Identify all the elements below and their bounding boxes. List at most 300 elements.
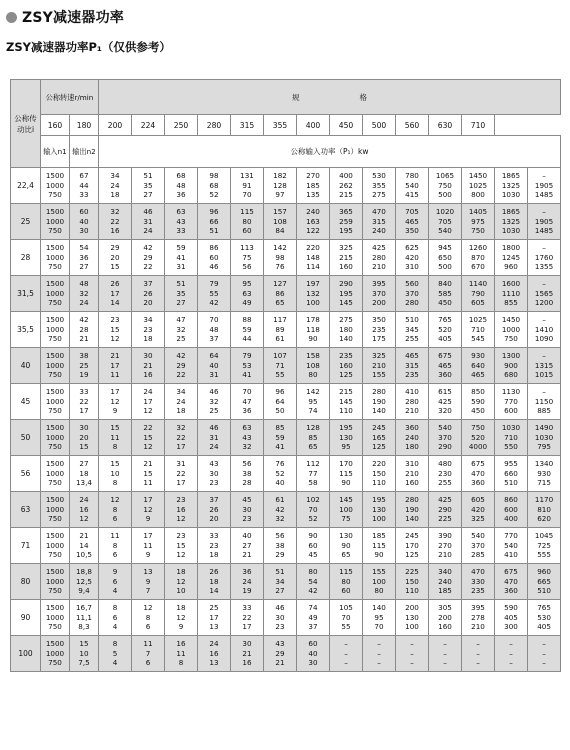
power-cell-value: 1865 <box>501 207 521 217</box>
power-cell-value: 6 <box>145 658 151 668</box>
power-cell-value: 11 <box>143 540 153 550</box>
power-cell-value: 100 <box>306 298 320 308</box>
power-cell-value: 63 <box>176 207 186 217</box>
power-cell <box>429 276 462 312</box>
power-cell-value: 197 <box>306 279 320 289</box>
output-speed-cell-value: 32 <box>79 288 89 298</box>
power-cell <box>396 240 429 276</box>
size-header-cell: 450 <box>330 115 363 136</box>
power-cell-value: 64 <box>209 351 219 361</box>
output-speed-cell-value: 48 <box>79 279 89 289</box>
power-cell <box>297 312 330 348</box>
power-cell <box>99 204 132 240</box>
table-row <box>11 312 561 348</box>
power-cell <box>99 600 132 636</box>
power-cell <box>99 456 132 492</box>
power-cell-value: 26 <box>110 279 120 289</box>
output-speed-cell-value: 20 <box>79 432 89 442</box>
power-cell-value: 16 <box>176 504 186 514</box>
power-cell-value: 54 <box>308 576 318 586</box>
input-speed-cell-value: 1500 <box>45 639 65 649</box>
power-cell-value: – <box>410 648 414 658</box>
power-cell-value: 55 <box>275 370 285 380</box>
power-cell-value: 63 <box>242 288 252 298</box>
power-cell-value: 278 <box>471 612 485 622</box>
power-cell-value: 425 <box>372 243 386 253</box>
power-cell-value: 15 <box>110 324 120 334</box>
power-cell-value: 5 <box>112 648 118 658</box>
input-speed-cell-value: 750 <box>48 226 62 236</box>
power-cell-value: 900 <box>504 360 518 370</box>
power-cell-value: 15 <box>110 459 120 469</box>
power-cell <box>396 348 429 384</box>
power-cell <box>99 636 132 672</box>
power-cell-value: 675 <box>438 351 452 361</box>
input-speed-cell-value: 1000 <box>45 324 65 334</box>
power-cell <box>198 636 231 672</box>
power-cell-value: 6 <box>112 514 118 524</box>
power-cell-value: 61 <box>275 495 285 505</box>
power-cell <box>165 420 198 456</box>
power-cell <box>198 384 231 420</box>
power-cell-value: 410 <box>405 387 419 397</box>
power-cell <box>528 528 561 564</box>
power-cell-value: 52 <box>209 190 219 200</box>
spec-header-char-2: 格 <box>359 92 368 102</box>
power-cell-value: 370 <box>405 288 419 298</box>
power-cell-value: 23 <box>176 495 186 505</box>
power-cell <box>330 492 363 528</box>
power-cell-value: 24 <box>242 576 252 586</box>
power-cell-value: 18 <box>176 406 186 416</box>
power-cell-value: 112 <box>306 459 320 469</box>
power-cell <box>429 312 462 348</box>
power-cell-value: 74 <box>308 603 318 613</box>
power-cell-value: 96 <box>275 387 285 397</box>
power-cell-value: – <box>509 648 513 658</box>
power-cell-value: 145 <box>339 495 353 505</box>
output-speed-cell-value: 24 <box>79 495 89 505</box>
power-cell <box>462 240 495 276</box>
power-cell-value: 1030 <box>501 190 521 200</box>
power-cell <box>462 204 495 240</box>
power-cell <box>264 168 297 204</box>
output-speed-cell <box>70 276 99 312</box>
power-cell-value: 11 <box>110 370 120 380</box>
power-cell-value: 41 <box>275 442 285 452</box>
power-cell <box>396 168 429 204</box>
power-cell-value: 259 <box>339 216 353 226</box>
power-cell-value: 32 <box>176 423 186 433</box>
power-cell-value: 315 <box>405 360 419 370</box>
power-cell-value: 4000 <box>468 442 488 452</box>
power-cell-value: 95 <box>308 396 318 406</box>
power-cell-value: 56 <box>275 531 285 541</box>
power-cell <box>330 312 363 348</box>
power-cell-value: 24 <box>143 226 153 236</box>
power-cell <box>198 420 231 456</box>
power-cell-value: 77 <box>308 468 318 478</box>
power-cell-value: 180 <box>405 442 419 452</box>
power-cell-value: – <box>443 658 447 668</box>
power-cell-value: 80 <box>242 216 252 226</box>
power-cell-value: – <box>344 658 348 668</box>
power-cell <box>330 528 363 564</box>
power-cell <box>132 420 165 456</box>
power-cell <box>330 168 363 204</box>
power-cell <box>231 312 264 348</box>
power-cell-value: 14 <box>110 298 120 308</box>
ratio-header: 公称传动比i <box>11 80 41 168</box>
power-cell-value: 60 <box>341 586 351 596</box>
power-cell-value: 660 <box>504 468 518 478</box>
power-cell-value: 18 <box>176 603 186 613</box>
output-speed-cell-value: 12,5 <box>75 576 92 586</box>
power-cell-value: 96 <box>209 207 219 217</box>
size-header-cell: 710 <box>462 115 495 136</box>
power-cell <box>363 528 396 564</box>
power-cell-value: 128 <box>306 423 320 433</box>
power-cell-value: 1200 <box>534 298 554 308</box>
power-cell-value: 23 <box>143 324 153 334</box>
power-cell-value: 9 <box>145 550 151 560</box>
power-cell-value: 115 <box>240 207 254 217</box>
power-cell-value: 930 <box>471 351 485 361</box>
output-speed-cell-value: 13,4 <box>75 478 92 488</box>
table-row <box>11 240 561 276</box>
power-cell-value: 235 <box>339 351 353 361</box>
power-cell-value: 90 <box>308 531 318 541</box>
power-cell-value: 113 <box>240 243 254 253</box>
power-cell-value: 51 <box>275 567 285 577</box>
power-cell <box>297 168 330 204</box>
power-cell-value: 1090 <box>534 334 554 344</box>
power-cell-value: 32 <box>110 207 120 217</box>
power-cell-value: 45 <box>308 550 318 560</box>
size-header-cell: 224 <box>132 115 165 136</box>
power-cell-value: 1800 <box>501 243 521 253</box>
power-cell-value: 4 <box>112 622 118 632</box>
power-cell-value: 140 <box>339 334 353 344</box>
output-speed-cell-value: 18 <box>79 468 89 478</box>
power-cell <box>528 636 561 672</box>
power-cell-value: 540 <box>405 180 419 190</box>
power-cell-value: 12 <box>143 504 153 514</box>
power-cell-value: 540 <box>438 226 452 236</box>
power-cell-value: 34 <box>110 171 120 181</box>
power-cell-value: 23 <box>110 315 120 325</box>
power-cell <box>165 312 198 348</box>
power-cell-value: 125 <box>405 550 419 560</box>
power-cell-value: 10 <box>176 586 186 596</box>
power-cell <box>264 636 297 672</box>
power-cell-value: 215 <box>339 190 353 200</box>
power-cell-value: 210 <box>471 622 485 632</box>
input-speed-cell <box>41 600 70 636</box>
power-cell-value: 17 <box>110 360 120 370</box>
power-cell-value: 35 <box>143 180 153 190</box>
power-cell <box>231 600 264 636</box>
power-cell-value: 185 <box>438 586 452 596</box>
power-cell <box>495 204 528 240</box>
power-cell <box>132 492 165 528</box>
power-cell <box>198 564 231 600</box>
power-cell-value: 15 <box>176 540 186 550</box>
table-row <box>11 564 561 600</box>
table-row <box>11 492 561 528</box>
power-cell-value: 405 <box>504 612 518 622</box>
power-cell-value: 29 <box>110 243 120 253</box>
power-cell-value: 355 <box>372 180 386 190</box>
power-cell-value: 58 <box>308 478 318 488</box>
power-cell <box>396 456 429 492</box>
power-cell-value: 870 <box>471 252 485 262</box>
power-cell-value: 360 <box>471 478 485 488</box>
input-speed-cell-value: 750 <box>48 658 62 668</box>
power-cell-value: 185 <box>306 180 320 190</box>
power-cell <box>528 240 561 276</box>
input-speed-cell <box>41 636 70 672</box>
power-cell <box>528 600 561 636</box>
power-cell <box>363 636 396 672</box>
power-cell-value: 465 <box>405 351 419 361</box>
power-cell <box>462 384 495 420</box>
power-cell <box>99 384 132 420</box>
power-cell-value: 86 <box>275 288 285 298</box>
power-cell-value: 17 <box>176 442 186 452</box>
power-cell-value: 27 <box>176 298 186 308</box>
input-speed-cell <box>41 384 70 420</box>
output-speed-cell-value: 16 <box>79 504 89 514</box>
input-speed-cell-value: 750 <box>48 442 62 452</box>
power-cell-value: 90 <box>341 540 351 550</box>
power-cell-value: 95 <box>242 279 252 289</box>
output-speed-cell-value: 14 <box>79 540 89 550</box>
power-cell-value: 49 <box>308 612 318 622</box>
power-cell-value: 945 <box>438 243 452 253</box>
power-cell <box>330 240 363 276</box>
power-cell-value: 102 <box>306 495 320 505</box>
power-cell-value: 46 <box>209 262 219 272</box>
power-cell <box>528 456 561 492</box>
power-cell <box>297 456 330 492</box>
power-cell-value: 131 <box>240 171 254 181</box>
power-cell-value: 17 <box>209 612 219 622</box>
power-cell-value: 590 <box>471 396 485 406</box>
power-cell-value: 8 <box>112 639 118 649</box>
power-cell-value: 310 <box>405 262 419 272</box>
power-cell-value: 118 <box>306 324 320 334</box>
power-cell-value: 22 <box>143 262 153 272</box>
power-cell-value: 140 <box>372 603 386 613</box>
power-cell-value: 22 <box>110 216 120 226</box>
power-cell <box>429 384 462 420</box>
power-cell-value: – <box>476 639 480 649</box>
output-speed-cell-value: 33 <box>79 190 89 200</box>
power-cell-value: 395 <box>471 603 485 613</box>
power-cell <box>528 384 561 420</box>
power-cell-value: 530 <box>372 171 386 181</box>
input-speed-cell-value: 1000 <box>45 648 65 658</box>
output-speed-cell <box>70 492 99 528</box>
power-cell-value: 41 <box>176 252 186 262</box>
power-cell-value: 163 <box>306 216 320 226</box>
output-speed-cell-value: 36 <box>79 252 89 262</box>
power-cell-value: 145 <box>339 396 353 406</box>
power-cell-value: 225 <box>405 567 419 577</box>
output-speed-cell-value: 54 <box>79 243 89 253</box>
power-cell-value: 160 <box>438 622 452 632</box>
power-cell-value: 350 <box>405 226 419 236</box>
output-speed-cell-value: 38 <box>79 351 89 361</box>
power-cell <box>297 636 330 672</box>
table-body <box>11 168 561 672</box>
power-cell-value: 290 <box>339 279 353 289</box>
power-cell-value: 100 <box>339 504 353 514</box>
power-cell <box>396 312 429 348</box>
power-cell-value: 66 <box>209 216 219 226</box>
power-cell-value: 360 <box>504 586 518 596</box>
power-cell-value: 235 <box>405 370 419 380</box>
power-cell <box>528 420 561 456</box>
power-cell-value: 210 <box>372 262 386 272</box>
power-cell-value: 290 <box>438 442 452 452</box>
power-cell <box>429 456 462 492</box>
power-cell-value: 330 <box>471 576 485 586</box>
power-cell-value: 31 <box>176 459 186 469</box>
power-cell-value: 46 <box>275 603 285 613</box>
power-cell-value: 30 <box>242 639 252 649</box>
power-cell-value: 195 <box>372 495 386 505</box>
power-cell-value: 200 <box>438 612 452 622</box>
power-cell-value: 670 <box>471 262 485 272</box>
power-cell-value: 620 <box>537 514 551 524</box>
power-cell <box>363 276 396 312</box>
power-cell <box>99 348 132 384</box>
power-cell-value: 400 <box>339 171 353 181</box>
power-cell-value: 765 <box>438 315 452 325</box>
power-cell <box>495 492 528 528</box>
power-cell-value: 91 <box>242 180 252 190</box>
ratio-cell: 56 <box>11 456 41 492</box>
power-cell-value: 262 <box>339 180 353 190</box>
power-cell <box>297 276 330 312</box>
power-cell-value: 215 <box>339 387 353 397</box>
output-speed-cell <box>70 420 99 456</box>
power-cell-value: 325 <box>372 351 386 361</box>
power-cell-value: 16 <box>110 226 120 236</box>
ratio-cell: 100 <box>11 636 41 672</box>
power-cell-value: 64 <box>275 396 285 406</box>
table-row <box>11 348 561 384</box>
input-speed-cell <box>41 348 70 384</box>
power-cell-value: 16 <box>242 658 252 668</box>
power-cell <box>528 492 561 528</box>
power-cell-value: 225 <box>438 514 452 524</box>
power-cell-value: 22 <box>242 612 252 622</box>
power-cell-value: 555 <box>537 550 551 560</box>
power-cell <box>231 240 264 276</box>
power-cell-value: 23 <box>209 478 219 488</box>
input-speed-cell-value: 750 <box>48 298 62 308</box>
power-cell-value: 142 <box>273 243 287 253</box>
power-cell-value: 1485 <box>534 226 554 236</box>
input-speed-cell <box>41 564 70 600</box>
power-cell-value: 710 <box>504 432 518 442</box>
power-cell-value: 8 <box>112 603 118 613</box>
power-cell-value: 115 <box>372 540 386 550</box>
power-cell-value: 15 <box>110 262 120 272</box>
power-cell <box>99 528 132 564</box>
power-cell-value: 550 <box>504 442 518 452</box>
output-speed-cell-value: 11,1 <box>75 612 92 622</box>
power-cell <box>165 456 198 492</box>
power-cell-value: 24 <box>209 639 219 649</box>
power-cell-value: – <box>542 243 546 253</box>
power-cell-value: 540 <box>504 540 518 550</box>
input-speed-cell <box>41 240 70 276</box>
power-cell-value: 45 <box>242 495 252 505</box>
power-cell-value: 665 <box>537 576 551 586</box>
input-speed-cell-value: 750 <box>48 478 62 488</box>
power-cell-value: 13 <box>143 567 153 577</box>
input-speed-cell-value: 750 <box>48 370 62 380</box>
power-cell-value: 190 <box>372 396 386 406</box>
power-cell-value: 14 <box>209 586 219 596</box>
power-cell-value: 1130 <box>501 387 521 397</box>
power-cell <box>396 204 429 240</box>
power-cell-value: 36 <box>242 406 252 416</box>
size-header-cell: 200 <box>99 115 132 136</box>
power-cell-value: 80 <box>308 567 318 577</box>
power-cell-value: 18 <box>143 334 153 344</box>
power-cell <box>297 384 330 420</box>
power-cell-value: 12 <box>143 603 153 613</box>
power-cell-value: 520 <box>471 432 485 442</box>
power-cell-value: 85 <box>275 423 285 433</box>
power-cell-value: 8 <box>112 504 118 514</box>
power-cell-value: 285 <box>471 550 485 560</box>
power-cell-value: 130 <box>339 531 353 541</box>
output-speed-cell-value: 33 <box>79 387 89 397</box>
power-cell-value: 15 <box>110 423 120 433</box>
power-cell-value: 100 <box>405 622 419 632</box>
power-cell-value: 275 <box>372 190 386 200</box>
power-cell-value: 955 <box>504 459 518 469</box>
power-cell-value: 86 <box>209 243 219 253</box>
input-speed-cell-value: 1000 <box>45 540 65 550</box>
power-cell-value: 640 <box>471 360 485 370</box>
input-speed-cell-value: 1500 <box>45 531 65 541</box>
power-cell-value: 11 <box>110 531 120 541</box>
power-cell-value: 470 <box>372 207 386 217</box>
size-header-cell: 315 <box>231 115 264 136</box>
power-cell <box>231 276 264 312</box>
power-cell <box>297 528 330 564</box>
power-cell-value: 1170 <box>534 495 554 505</box>
input-speed-cell-value: 1500 <box>45 351 65 361</box>
power-cell-value: 7 <box>145 586 151 596</box>
power-cell-value: 52 <box>275 468 285 478</box>
input-speed-cell-value: 1500 <box>45 495 65 505</box>
output-speed-cell-value: 60 <box>79 207 89 217</box>
power-cell-value: 23 <box>242 514 252 524</box>
power-cell-value: 37 <box>209 495 219 505</box>
power-cell-value: 25 <box>209 406 219 416</box>
power-cell-value: 20 <box>143 298 153 308</box>
power-label: 公称输入功率（P₁）kw <box>99 136 561 168</box>
power-cell-value: 210 <box>405 406 419 416</box>
